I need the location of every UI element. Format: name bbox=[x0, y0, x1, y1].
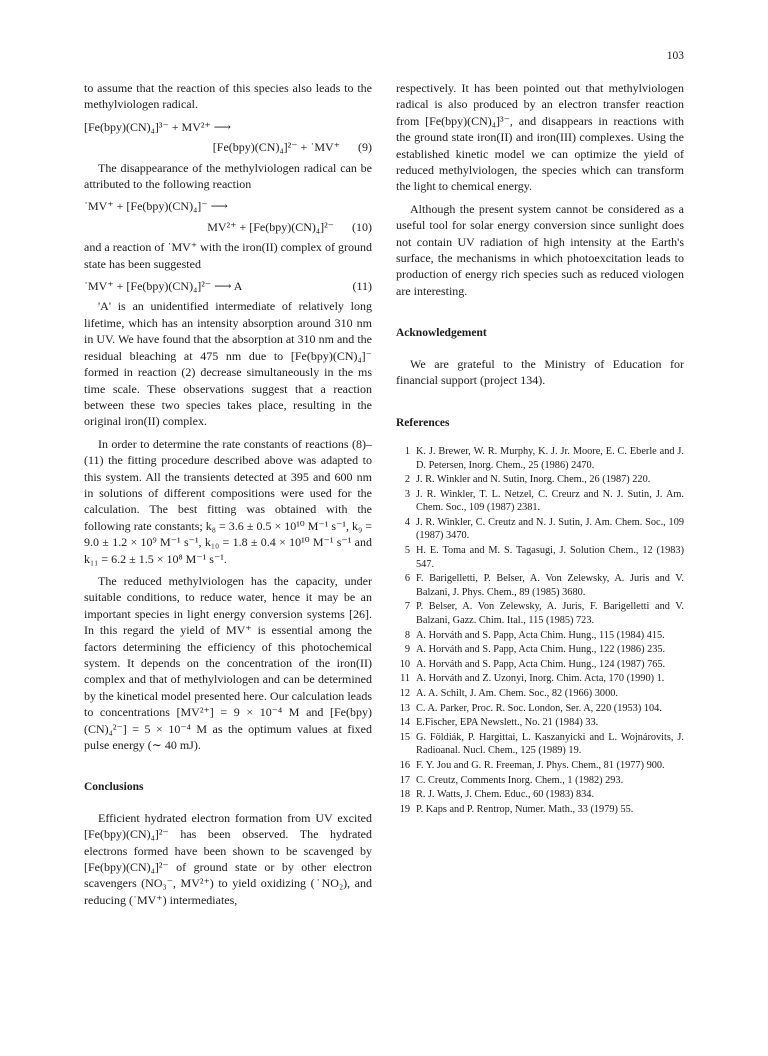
equation-number: (10) bbox=[352, 219, 372, 234]
reference-item bbox=[396, 788, 684, 802]
paragraph: to assume that the reaction of this species also leads to the methylviologen radical. bbox=[84, 81, 372, 112]
reference-text: K. J. Brewer, W. R. Murphy, K. J. Jr. Moore, E. C. Eberle and J. D. Petersen, Inorg. Chem., 25 (1986) 2470. bbox=[416, 445, 684, 471]
reference-number: 2 bbox=[404, 474, 410, 486]
equation-10-line-2 bbox=[84, 219, 372, 235]
reference-text: F. Barigelletti, P. Belser, A. Von Zelewsky, A. Juris and V. Balzani, J. Phys. Chem., 89 (1985) 3680. bbox=[416, 573, 684, 598]
reference-number: 8 bbox=[404, 629, 410, 641]
paragraph: The reduced methylviologen has the capacity, under suitable conditions, to reduce water, hence it may be an important species in light energy conversion systems [26]. In this regard the yield of MV⁺ is essential among the factors determining the efficiency of this photochemical system. It depends on the concentration of the iron(II) complex and that of methylviologen and can be determined by the kinetical model presented here. Our calculation leads to concentrations [MV²⁺] = 9 × 10⁻⁴ M and [Fe(bpy)(CN)₄²⁻] = 5 × 10⁻⁴ M as the optimum values at fixed pulse energy (∼ 40 mJ). bbox=[84, 573, 372, 753]
reference-item bbox=[396, 629, 684, 643]
reference-number: 16 bbox=[399, 759, 410, 771]
section-heading-conclusions: Conclusions bbox=[84, 781, 144, 794]
reference-item bbox=[396, 759, 684, 773]
reference-text: P. Kaps and P. Rentrop, Numer. Math., 33 (1979) 55. bbox=[416, 803, 634, 815]
reference-item bbox=[396, 687, 684, 701]
reference-item bbox=[396, 658, 684, 672]
reference-item bbox=[396, 488, 684, 515]
reference-item bbox=[396, 473, 684, 487]
reference-item bbox=[396, 445, 684, 472]
reference-text: H. E. Toma and M. S. Tagasugi, J. Solution Chem., 12 (1983) 547. bbox=[416, 545, 684, 570]
reference-number: 10 bbox=[399, 658, 410, 670]
paragraph: and a reaction of ˙MV⁺ with the iron(II) complex of ground state has been suggested bbox=[84, 240, 372, 271]
reference-number: 1 bbox=[404, 445, 410, 457]
reference-item bbox=[396, 643, 684, 657]
reference-text: A. Horváth and Z. Uzonyi, Inorg. Chim. Acta, 170 (1990) 1. bbox=[416, 673, 665, 685]
reference-item bbox=[396, 600, 684, 627]
paragraph: 'A' is an unidentified intermediate of relatively long lifetime, which has an intensity absorption around 310 nm in UV. We have found that the absorption at 310 nm and the residual bleaching at 475 nm due to [Fe(bpy)(CN)₄]⁻ formed in reaction (2) decrease simultaneously in the ms time scale. These observations suggest that a reaction between these two species takes place, resulting in the original iron(II) complex. bbox=[84, 299, 372, 429]
reference-text: A. Horváth and S. Papp, Acta Chim. Hung., 115 (1984) 415. bbox=[416, 629, 665, 641]
equation-text: ˙MV⁺ + [Fe(bpy)(CN)₄]²⁻ ⟶ A bbox=[84, 279, 243, 294]
reference-item bbox=[396, 544, 684, 571]
reference-number: 18 bbox=[399, 789, 410, 801]
equation-text: [Fe(bpy)(CN)₄]³⁻ + MV²⁺ ⟶ bbox=[84, 119, 231, 134]
reference-number: 13 bbox=[399, 702, 410, 714]
reference-text: F. Y. Jou and G. R. Freeman, J. Phys. Chem., 81 (1977) 900. bbox=[416, 759, 665, 771]
reference-number: 11 bbox=[400, 673, 410, 685]
reference-item bbox=[396, 702, 684, 716]
equation-11 bbox=[84, 278, 372, 294]
reference-item bbox=[396, 731, 684, 758]
right-column bbox=[396, 80, 684, 817]
reference-text: C. Creutz, Comments Inorg. Chem., 1 (1982) 293. bbox=[416, 774, 624, 786]
reference-item bbox=[396, 803, 684, 817]
equation-9-line-2 bbox=[84, 139, 372, 155]
references-list bbox=[396, 445, 684, 816]
equation-number: (9) bbox=[358, 140, 372, 155]
reference-text: R. J. Watts, J. Chem. Educ., 60 (1983) 834. bbox=[416, 789, 595, 801]
reference-text: A. A. Schilt, J. Am. Chem. Soc., 82 (1966) 3000. bbox=[416, 688, 618, 699]
equation-text: [Fe(bpy)(CN)₄]²⁻ + ˙MV⁺ bbox=[212, 140, 340, 155]
left-column bbox=[84, 80, 372, 914]
equation-text: ˙MV⁺ + [Fe(bpy)(CN)₄]⁻ ⟶ bbox=[84, 199, 228, 214]
reference-text: P. Belser, A. Von Zelewsky, A. Juris, F. Barigelletti and V. Balzani, Gazz. Chim. Ital., 115 (1985) 723. bbox=[416, 601, 684, 627]
reference-number: 15 bbox=[399, 731, 410, 743]
paragraph: The disappearance of the methylviologen radical can be attributed to the following reaction bbox=[84, 160, 372, 192]
equation-9-line-1 bbox=[84, 119, 372, 135]
paragraph: respectively. It has been pointed out that methylviologen radical is also produced by an electron transfer reaction from [Fe(bpy)(CN)₄]³⁻, and disappears in reactions with the ground state iron(II) and iron(III) complexes. Using the established kinetic model we can optimize the yield of reduced methylviologen, the species which can transform the light to chemical energy. bbox=[396, 81, 684, 194]
reference-item bbox=[396, 572, 684, 599]
reference-text: G. Földiák, P. Hargittai, L. Kaszanyicki and L. Wojnárovits, J. Radioanal. Nucl. Chem., 125 (1989) 19. bbox=[416, 731, 684, 757]
reference-number: 14 bbox=[399, 717, 410, 729]
reference-number: 4 bbox=[404, 516, 410, 528]
section-heading-references: References bbox=[396, 416, 450, 429]
reference-item bbox=[396, 774, 684, 788]
reference-item bbox=[396, 516, 684, 543]
reference-number: 7 bbox=[404, 601, 410, 613]
reference-number: 9 bbox=[404, 644, 410, 656]
reference-number: 6 bbox=[404, 573, 410, 585]
reference-text: J. R. Winkler, T. L. Netzel, C. Creurz and N. J. Sutin, J. Am. Chem. Soc., 109 (1987) 2381. bbox=[416, 488, 684, 514]
page-number: 103 bbox=[666, 50, 684, 62]
reference-text: C. A. Parker, Proc. R. Soc. London, Ser. A, 220 (1953) 104. bbox=[416, 702, 662, 714]
reference-item bbox=[396, 716, 684, 730]
reference-item bbox=[396, 672, 684, 686]
paragraph: Although the present system cannot be considered as a useful tool for solar energy conversion since sunlight does not contain UV radiation of high intensity at the Earth's surface, the mechanisms in which photoexcitation leads to production of energy rich species such as reduced viologen are interesting. bbox=[396, 201, 684, 298]
reference-text: A. Horváth and S. Papp, Acta Chim. Hung., 122 (1986) 235. bbox=[416, 644, 666, 656]
reference-text: A. Horváth and S. Papp, Acta Chim. Hung., 124 (1987) 765. bbox=[416, 658, 666, 670]
acknowledgement-text: We are grateful to the Ministry of Education for financial support (project 134). bbox=[396, 356, 684, 388]
reference-number: 3 bbox=[404, 488, 410, 500]
reference-number: 12 bbox=[399, 688, 410, 699]
reference-number: 17 bbox=[399, 774, 410, 786]
equation-10-line-1 bbox=[84, 198, 372, 214]
reference-text: E.Fischer, EPA Newslett., No. 21 (1984) 33. bbox=[416, 717, 599, 729]
paragraph: Efficient hydrated electron formation from UV excited [Fe(bpy)(CN)₄]²⁻ has been observed. The hydrated electrons formed have been shown to be scavenged by [Fe(bpy)(CN)₄]²⁻ of ground state or by other electron scavengers (NO₃⁻, MV²⁺) to yield oxidizing (˙NO₂), and reducing (˙MV⁺) intermediates, bbox=[84, 810, 372, 907]
paragraph: In order to determine the rate constants of reactions (8)–(11) the fitting procedure described above was adapted to this system. All the transients detected at 395 and 600 nm in solutions of different compositions were used for the calculation. The best fitting was obtained with the following rate constants; k₈ = 3.6 ± 0.5 × 10¹⁰ M⁻¹ s⁻¹, k₉ = 9.0 ± 1.2 × 10⁹ M⁻¹ s⁻¹, k₁₀ = 1.8 ± 0.4 × 10¹⁰ M⁻¹ s⁻¹ and k₁₁ = 6.2 ± 1.5 × 10⁸ M⁻¹ s⁻¹. bbox=[84, 436, 372, 566]
reference-text: J. R. Winkler, C. Creutz and N. J. Sutin, J. Am. Chem. Soc., 109 (1987) 3470. bbox=[416, 516, 684, 542]
equation-number: (11) bbox=[352, 279, 372, 294]
reference-number: 5 bbox=[404, 545, 410, 557]
reference-number: 19 bbox=[399, 803, 410, 815]
section-heading-acknowledgement: Acknowledgement bbox=[396, 327, 487, 340]
reference-text: J. R. Winkler and N. Sutin, Inorg. Chem., 26 (1987) 220. bbox=[416, 474, 651, 486]
equation-text: MV²⁺ + [Fe(bpy)(CN)₄]²⁻ bbox=[207, 219, 334, 234]
